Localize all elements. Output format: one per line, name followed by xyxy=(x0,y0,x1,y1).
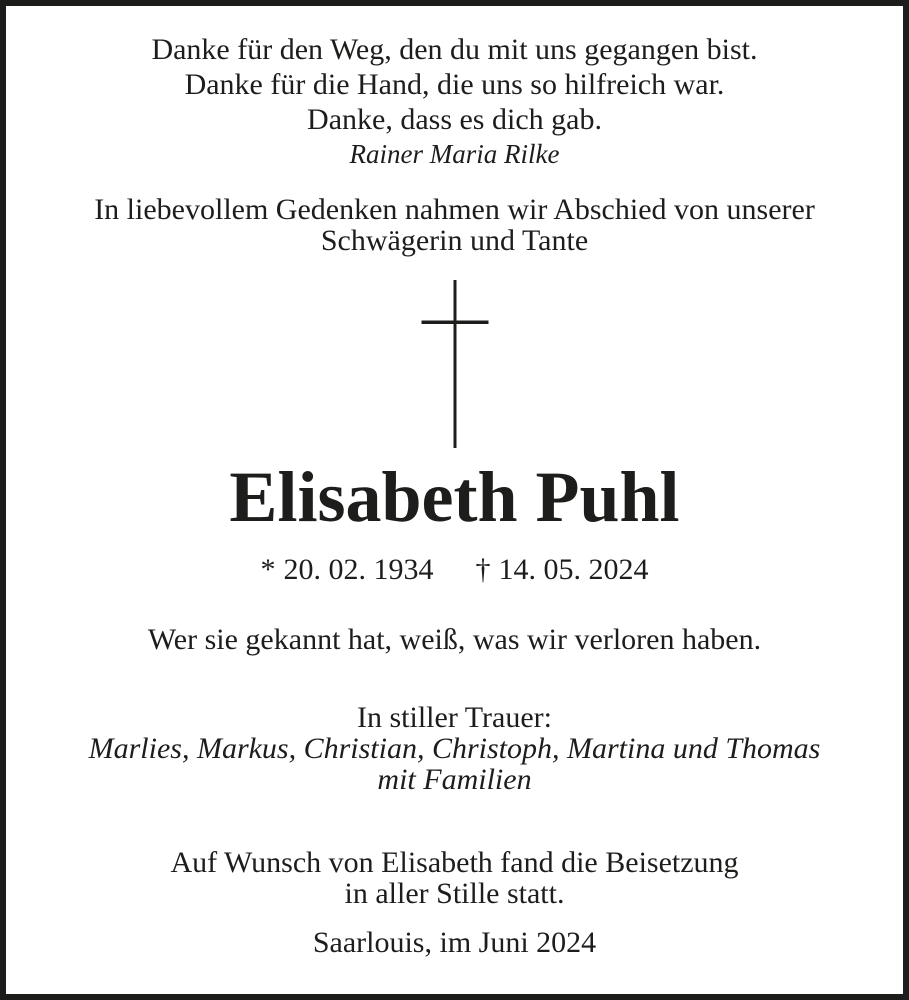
closing-line: Auf Wunsch von Elisabeth fand die Beisetzung xyxy=(170,846,739,879)
mourners-heading: In stiller Trauer: xyxy=(357,701,552,734)
mourners-names: Marlies, Markus, Christian, Christoph, Martina und Thomas xyxy=(88,732,821,765)
death-date-group xyxy=(476,553,649,586)
mourners-block xyxy=(6,702,903,795)
closing-line: in aller Stille statt. xyxy=(344,877,565,910)
poem-line: Danke, dass es dich gab. xyxy=(307,103,602,136)
poem-line: Danke für die Hand, die uns so hilfreich war. xyxy=(184,68,725,101)
intro-text xyxy=(6,194,903,256)
life-dates xyxy=(6,554,903,586)
birth-date-group xyxy=(261,553,434,586)
deceased-name: Elisabeth Puhl xyxy=(229,457,680,537)
died-symbol: † xyxy=(475,553,491,586)
closing-block xyxy=(6,847,903,909)
born-symbol: * xyxy=(260,553,276,586)
poem-quote xyxy=(6,6,903,169)
poem-line: Danke für den Weg, den du mit uns gegangen bist. xyxy=(151,33,758,66)
place-date-line: Saarlouis, im Juni 2024 xyxy=(312,926,597,959)
mourners-suffix: mit Familien xyxy=(377,763,532,796)
cross-container xyxy=(6,280,903,448)
intro-line: In liebevollem Gedenken nahmen wir Abschied von unserer xyxy=(94,193,815,226)
intro-line: Schwägerin und Tante xyxy=(320,224,589,257)
birth-date: 20. 02. 1934 xyxy=(283,553,434,586)
poem-author: Rainer Maria Rilke xyxy=(349,139,560,169)
tribute-line: Wer sie gekannt hat, weiß, was wir verloren haben. xyxy=(147,623,762,656)
death-date: 14. 05. 2024 xyxy=(498,553,649,586)
cross-icon xyxy=(420,280,490,448)
